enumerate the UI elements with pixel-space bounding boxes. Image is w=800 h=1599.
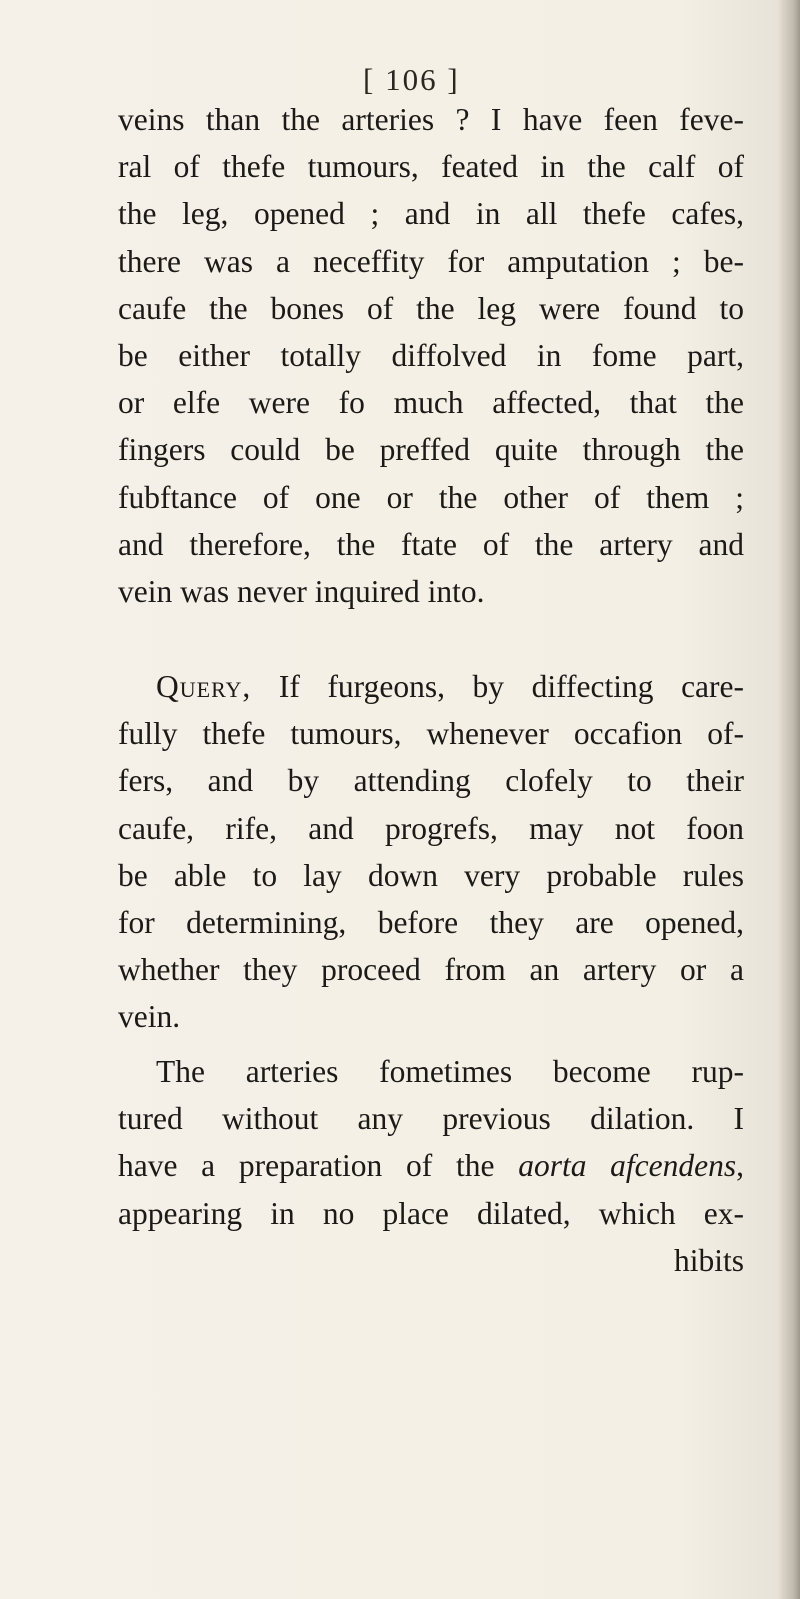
text-line: tured without any previous dilation. I xyxy=(118,1101,744,1137)
text-fragment: , xyxy=(736,1148,744,1184)
paragraph-3 xyxy=(118,1048,744,1284)
text-line: fubftance of one or the other of them ; xyxy=(118,479,744,515)
text-fragment: have a preparation of the xyxy=(118,1148,495,1184)
query-line-rest: If furgeons, by diffecting care- xyxy=(278,669,744,704)
page-edge-shadow xyxy=(778,0,800,1599)
paragraph-1 xyxy=(118,96,744,615)
text-line: whether they proceed from an artery or a xyxy=(118,952,744,988)
text-line: ral of thefe tumours, feated in the calf of xyxy=(118,149,744,185)
text-line: be either totally diffolved in fome part, xyxy=(118,338,744,374)
text-line: fully thefe tumours, whenever occafion of- xyxy=(118,716,744,752)
italic-term: aorta afcendens xyxy=(518,1148,737,1184)
paragraph-2-query xyxy=(118,663,744,1041)
text-line xyxy=(118,1142,744,1189)
text-line: fers, and by attending clofely to their xyxy=(118,763,744,799)
text-line: caufe the bones of the leg were found to xyxy=(118,290,744,326)
text-line: for determining, before they are opened, xyxy=(118,905,744,941)
page-number: [ 106 ] xyxy=(363,62,460,97)
text-line xyxy=(118,663,744,710)
text-line: or elfe were fo much affected, that the xyxy=(118,385,744,421)
text-line: vein was never inquired into. xyxy=(118,574,485,610)
catchword: hibits xyxy=(673,1242,744,1278)
text-line: veins than the arteries ? I have feen feve- xyxy=(118,102,744,137)
text-line: appearing in no place dilated, which ex- xyxy=(118,1195,744,1231)
text-line: the leg, opened ; and in all thefe cafes, xyxy=(118,196,744,232)
text-line: caufe, rife, and progrefs, may not foon xyxy=(118,810,744,846)
text-line: vein. xyxy=(118,999,181,1035)
text-line: there was a neceffity for amputation ; be- xyxy=(118,243,744,279)
text-line: and therefore, the ftate of the artery and xyxy=(118,526,744,562)
query-label: Query, xyxy=(156,669,252,704)
text-line: The arteries fometimes become rup- xyxy=(156,1054,744,1089)
text-line: fingers could be preffed quite through the xyxy=(118,432,744,468)
text-line: be able to lay down very probable rules xyxy=(118,857,744,893)
